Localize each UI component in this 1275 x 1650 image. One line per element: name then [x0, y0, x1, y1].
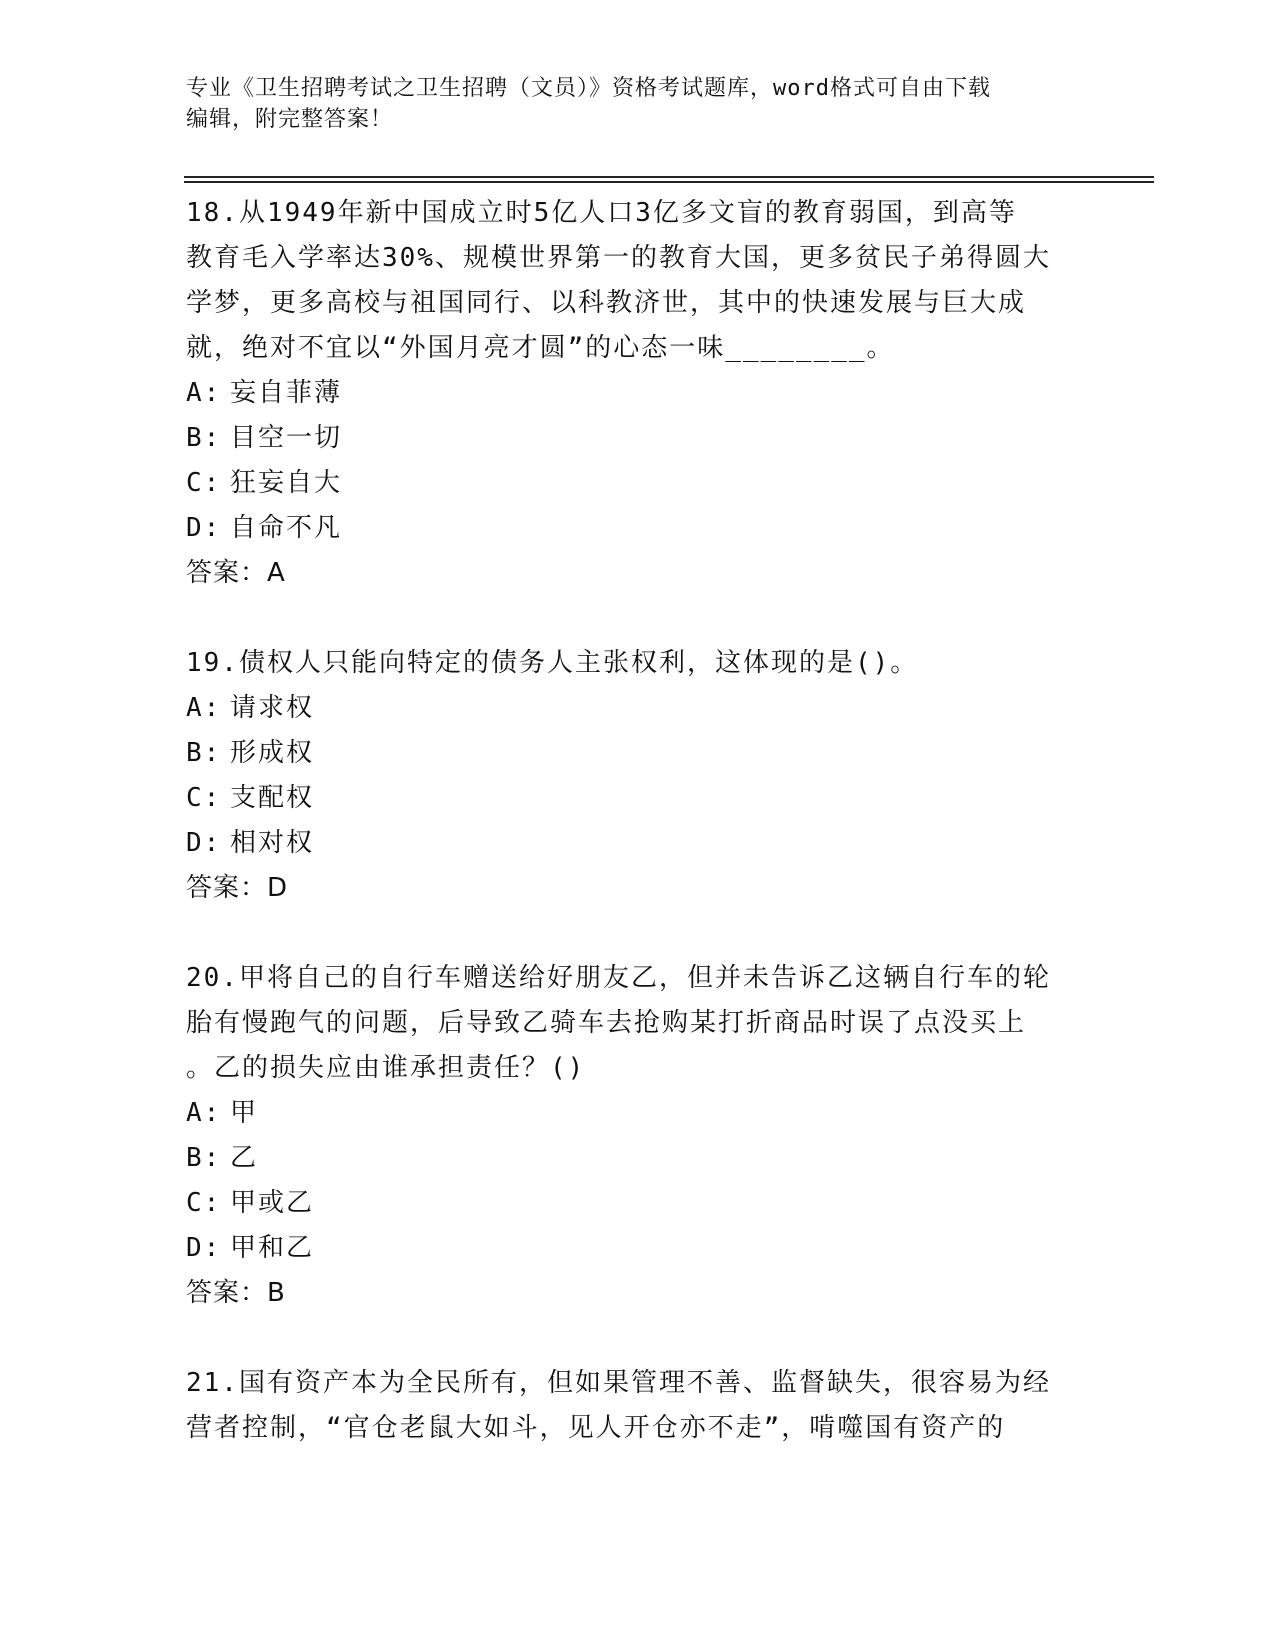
- option-key: A:: [186, 693, 222, 723]
- option-d: [186, 1226, 1116, 1271]
- question-text-line: 营者控制，“官仓老鼠大如斗，见人开仓亦不走”，啃噬国有资产的: [186, 1413, 1006, 1443]
- answer-line: 答案：B: [186, 1278, 286, 1308]
- option-a: [186, 371, 1116, 416]
- option-c: [186, 1181, 1116, 1226]
- option-text: 自命不凡: [230, 513, 343, 543]
- option-b: [186, 416, 1116, 461]
- option-key: A:: [186, 378, 222, 408]
- answer-line: 答案：D: [186, 873, 289, 903]
- document-page: [186, 0, 1161, 1650]
- question-text-line: 。乙的损失应由谁承担责任？(): [186, 1053, 586, 1083]
- document-header: [186, 73, 1076, 135]
- header-divider-bottom: [184, 181, 1154, 183]
- question-19: [186, 641, 1116, 911]
- option-key: A:: [186, 1098, 222, 1128]
- question-list: [186, 191, 1116, 1451]
- question-text-line: 20.甲将自己的自行车赠送给好朋友乙，但并未告诉乙这辆自行车的轮: [186, 963, 1051, 993]
- option-key: C:: [186, 1188, 222, 1218]
- question-text-line: 学梦，更多高校与祖国同行、以科教济世，其中的快速发展与巨大成: [186, 288, 1027, 318]
- question-18: [186, 191, 1116, 596]
- option-text: 支配权: [230, 783, 315, 813]
- question-text: [186, 191, 1116, 371]
- question-text-line: 19.债权人只能向特定的债务人主张权利，这体现的是()。: [186, 648, 919, 678]
- question-text-line: 胎有慢跑气的问题，后导致乙骑车去抢购某打折商品时误了点没买上: [186, 1008, 1027, 1038]
- question-text-line: 18.从1949年新中国成立时5亿人口3亿多文盲的教育弱国，到高等: [186, 198, 1017, 228]
- option-text: 甲和乙: [230, 1233, 315, 1263]
- question-text: [186, 956, 1116, 1091]
- option-key: B:: [186, 738, 222, 768]
- option-key: C:: [186, 783, 222, 813]
- option-text: 请求权: [230, 693, 315, 723]
- question-text-line: 就，绝对不宜以“外国月亮才圆”的心态一味________。: [186, 333, 895, 363]
- option-text: 甲: [230, 1098, 259, 1128]
- question-text: [186, 641, 1116, 686]
- question-text: [186, 1361, 1116, 1451]
- option-key: D:: [186, 513, 222, 543]
- option-d: [186, 506, 1116, 551]
- question-20: [186, 956, 1116, 1316]
- option-text: 乙: [230, 1143, 259, 1173]
- option-text: 妄自菲薄: [230, 378, 343, 408]
- option-c: [186, 461, 1116, 506]
- question-text-line: 教育毛入学率达30%、规模世界第一的教育大国，更多贫民子弟得圆大: [186, 243, 1051, 273]
- option-c: [186, 776, 1116, 821]
- header-line-1: 专业《卫生招聘考试之卫生招聘（文员）》资格考试题库，word格式可自由下载: [186, 76, 991, 101]
- option-key: D:: [186, 828, 222, 858]
- option-b: [186, 1136, 1116, 1181]
- header-divider-top: [184, 176, 1154, 178]
- option-key: D:: [186, 1233, 222, 1263]
- option-text: 形成权: [230, 738, 315, 768]
- question-text-line: 21.国有资产本为全民所有，但如果管理不善、监督缺失，很容易为经: [186, 1368, 1051, 1398]
- option-a: [186, 1091, 1116, 1136]
- header-line-2: 编辑，附完整答案！: [186, 107, 394, 132]
- option-d: [186, 821, 1116, 866]
- option-text: 狂妄自大: [230, 468, 343, 498]
- question-21: [186, 1361, 1116, 1451]
- option-b: [186, 731, 1116, 776]
- option-key: C:: [186, 468, 222, 498]
- option-text: 相对权: [230, 828, 315, 858]
- answer-line: 答案：A: [186, 558, 286, 588]
- option-key: B:: [186, 1143, 222, 1173]
- option-text: 甲或乙: [230, 1188, 315, 1218]
- option-text: 目空一切: [230, 423, 343, 453]
- option-key: B:: [186, 423, 222, 453]
- option-a: [186, 686, 1116, 731]
